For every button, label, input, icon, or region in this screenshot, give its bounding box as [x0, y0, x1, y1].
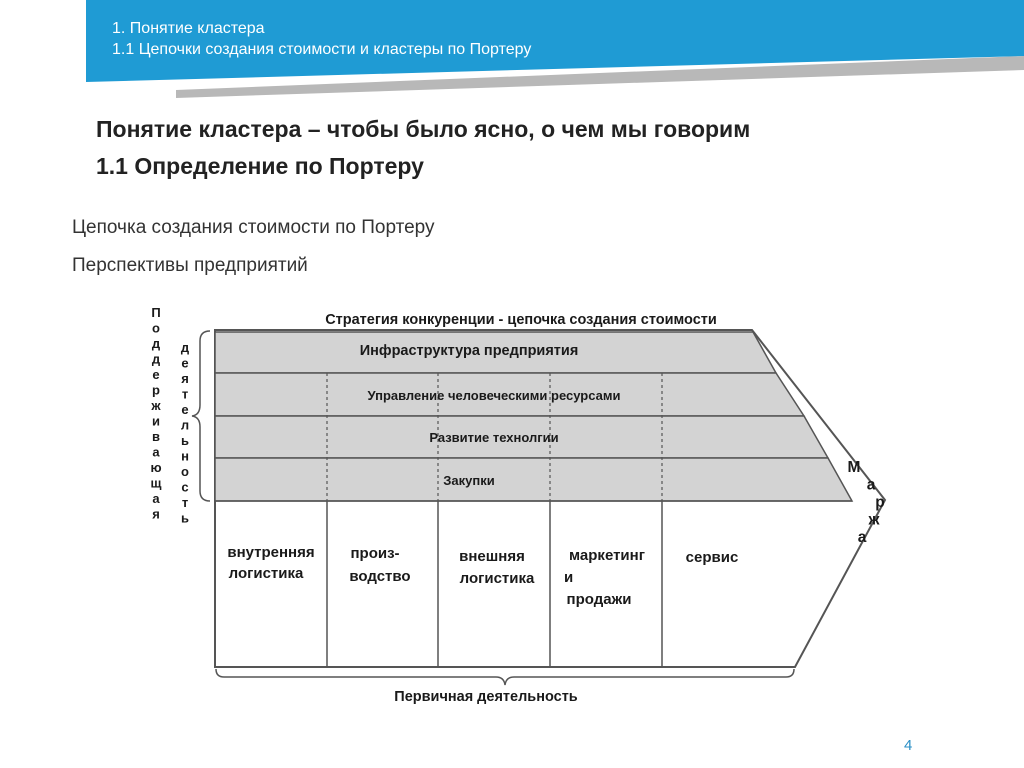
activity-label-letter: о	[181, 464, 189, 479]
activity-label-letter: я	[181, 371, 189, 386]
support-label-tech: Развитие технолгии	[429, 430, 559, 445]
margin-letter: ж	[868, 511, 880, 529]
support-label-letter: в	[152, 429, 160, 444]
support-brace	[192, 331, 210, 501]
primary-operations-1: произ-	[350, 545, 400, 562]
margin-letter: а	[866, 476, 876, 494]
slide-subtitle: 1.1 Определение по Портеру	[96, 153, 424, 179]
page-number: 4	[904, 737, 913, 754]
support-label-letter: ж	[151, 398, 161, 413]
perspectives-caption: Перспективы предприятий	[72, 255, 308, 276]
support-row-procurement	[215, 458, 852, 501]
support-label-letter: щ	[150, 475, 162, 491]
support-label-letter: П	[151, 305, 161, 320]
primary-operations-2: водство	[349, 568, 411, 585]
activity-label-letter: ь	[181, 510, 189, 526]
activity-label-letter: т	[181, 495, 189, 510]
support-label-letter: о	[152, 320, 160, 336]
primary-brace	[216, 669, 794, 685]
primary-outbound-logistics-2: логистика	[459, 570, 535, 587]
primary-inbound-logistics-2: логистика	[228, 565, 304, 582]
support-label-letter: д	[151, 336, 161, 351]
activity-label-letter: ь	[181, 433, 189, 448]
activity-label-letter: н	[181, 448, 189, 464]
slide-title: Понятие кластера – чтобы было ясно, о чем мы говорим	[96, 116, 751, 142]
support-label-letter: ю	[150, 460, 162, 475]
primary-outbound-logistics-1: внешняя	[459, 548, 525, 565]
activity-label-letter: л	[180, 417, 190, 433]
activity-label-letter: е	[181, 355, 189, 371]
activity-vertical-label	[181, 340, 190, 526]
support-label-hr: Управление человеческими ресурсами	[367, 388, 621, 403]
activity-label-letter: е	[181, 402, 189, 417]
margin-label	[848, 459, 885, 546]
value-chain-caption: Цепочка создания стоимости по Портеру	[72, 217, 435, 238]
margin-letter: а	[857, 529, 867, 546]
support-label-letter: д	[151, 351, 161, 367]
support-label-procurement: Закупки	[443, 473, 495, 488]
support-label-letter: р	[152, 382, 160, 398]
support-label-letter: и	[152, 413, 160, 429]
support-activity-vertical-label	[150, 305, 161, 522]
primary-marketing-3: продажи	[566, 591, 632, 608]
support-label-letter: я	[152, 506, 160, 522]
activity-label-letter: т	[181, 386, 189, 402]
primary-activity-label: Первичная деятельность	[394, 689, 578, 705]
strategy-label: Стратегия конкуренции - цепочка создания стоимости	[325, 312, 717, 328]
primary-service: сервис	[685, 549, 739, 566]
activity-label-letter: с	[181, 479, 189, 495]
margin-letter: М	[847, 459, 861, 476]
primary-marketing-1: маркетинг	[569, 547, 645, 564]
header-section-title: 1. Понятие кластера	[112, 20, 265, 37]
primary-marketing-2: и	[564, 569, 574, 586]
support-label-letter: а	[152, 491, 160, 506]
header-subsection-title: 1.1 Цепочки создания стоимости и кластеры по Портеру	[112, 41, 532, 58]
support-label-infrastructure: Инфраструктура предприятия	[359, 343, 579, 359]
porter-value-chain-diagram	[140, 295, 900, 715]
support-label-letter: а	[152, 444, 160, 460]
margin-letter: р	[875, 494, 885, 511]
support-label-letter: е	[152, 367, 160, 382]
primary-inbound-logistics-1: внутренняя	[227, 544, 315, 561]
activity-label-letter: д	[180, 340, 190, 355]
